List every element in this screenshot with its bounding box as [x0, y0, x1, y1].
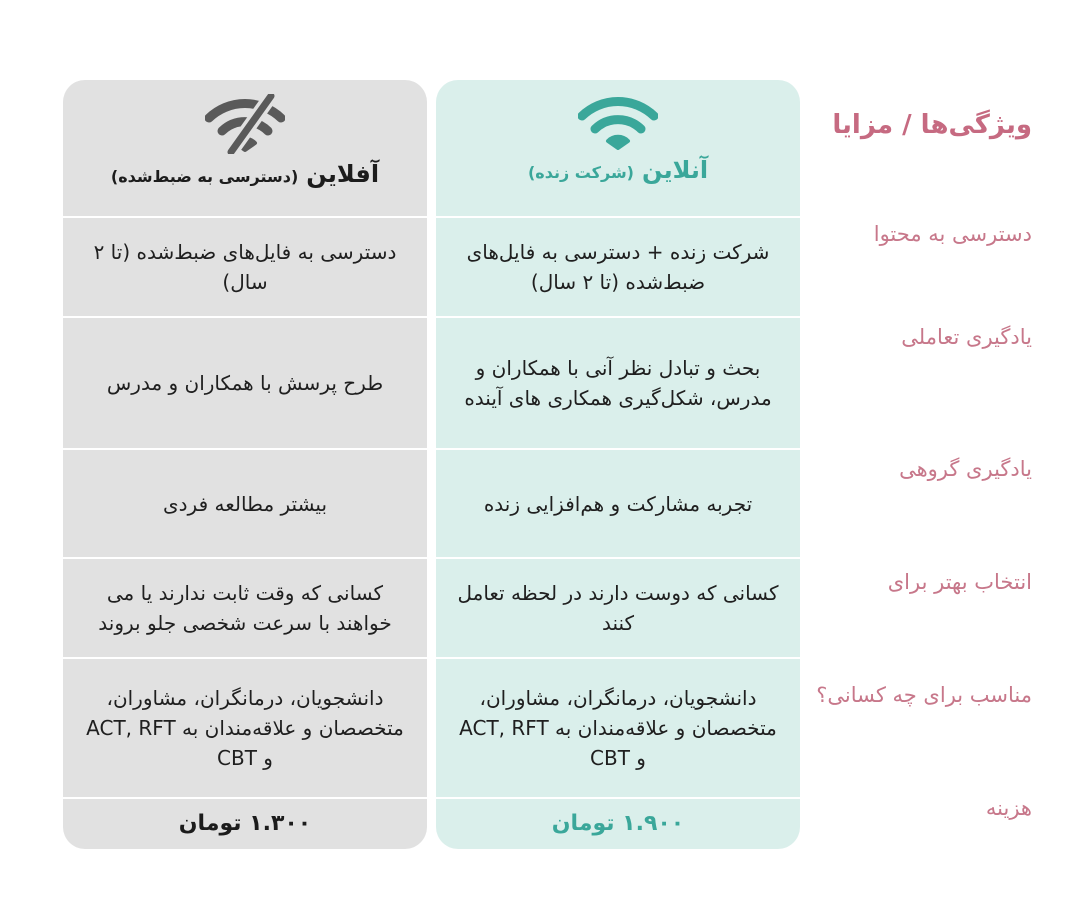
wifi-icon — [578, 94, 658, 150]
feature-label-group: یادگیری گروهی — [899, 457, 1032, 481]
online-title-row — [528, 156, 708, 184]
offline-content-access: دسترسی به فایل‌های ضبط‌شده (تا ۲ سال) — [93, 240, 397, 294]
online-subtitle: (شرکت زنده) — [527, 163, 634, 182]
offline-title: آفلاین — [306, 160, 380, 188]
online-price: ۱.۹۰۰ تومان — [551, 811, 685, 836]
offline-title-row — [111, 160, 379, 188]
online-header — [436, 80, 800, 216]
feature-label-content-access: دسترسی به محتوا — [873, 222, 1032, 246]
feature-label-interactive: یادگیری تعاملی — [901, 325, 1032, 349]
online-suitable-for: دانشجویان، درمانگران، مشاوران، متخصصان و علاقه‌مندان به ACT, RFT و CBT — [459, 686, 777, 770]
offline-column — [63, 80, 427, 849]
offline-best-for: کسانی که وقت ثابت ندارند یا می خواهند با سرعت شخصی جلو بروند — [98, 581, 392, 635]
offline-group: بیشتر مطالعه فردی — [162, 491, 328, 516]
offline-suitable-for: دانشجویان، درمانگران، مشاوران، متخصصان و علاقه‌مندان به ACT, RFT و CBT — [86, 686, 404, 770]
offline-subtitle: (دسترسی به ضبط‌شده) — [110, 167, 299, 186]
offline-header — [63, 80, 427, 216]
wifi-off-icon — [205, 94, 285, 154]
online-best-for: کسانی که دوست دارند در لحظه تعامل کنند — [457, 581, 779, 635]
online-column — [436, 80, 800, 849]
feature-label-cost: هزینه — [985, 796, 1032, 820]
offline-price: ۱.۳۰۰ تومان — [178, 811, 312, 836]
feature-label-suitable-for: مناسب برای چه کسانی؟ — [816, 683, 1032, 707]
online-group: تجربه مشارکت و هم‌افزایی زنده — [483, 491, 753, 516]
features-title: ویژگی‌ها / مزایا — [832, 110, 1032, 140]
feature-label-best-for: انتخاب بهتر برای — [887, 570, 1032, 594]
online-interactive: بحث و تبادل نظر آنی با همکاران و مدرس، شکل‌گیری همکاری های آینده — [464, 356, 772, 410]
online-content-access: شرکت زنده + دسترسی به فایل‌های ضبط‌شده (تا ۲ سال) — [466, 240, 770, 294]
online-title: آنلاین — [641, 156, 709, 184]
offline-interactive: طرح پرسش با همکاران و مدرس — [106, 371, 384, 395]
